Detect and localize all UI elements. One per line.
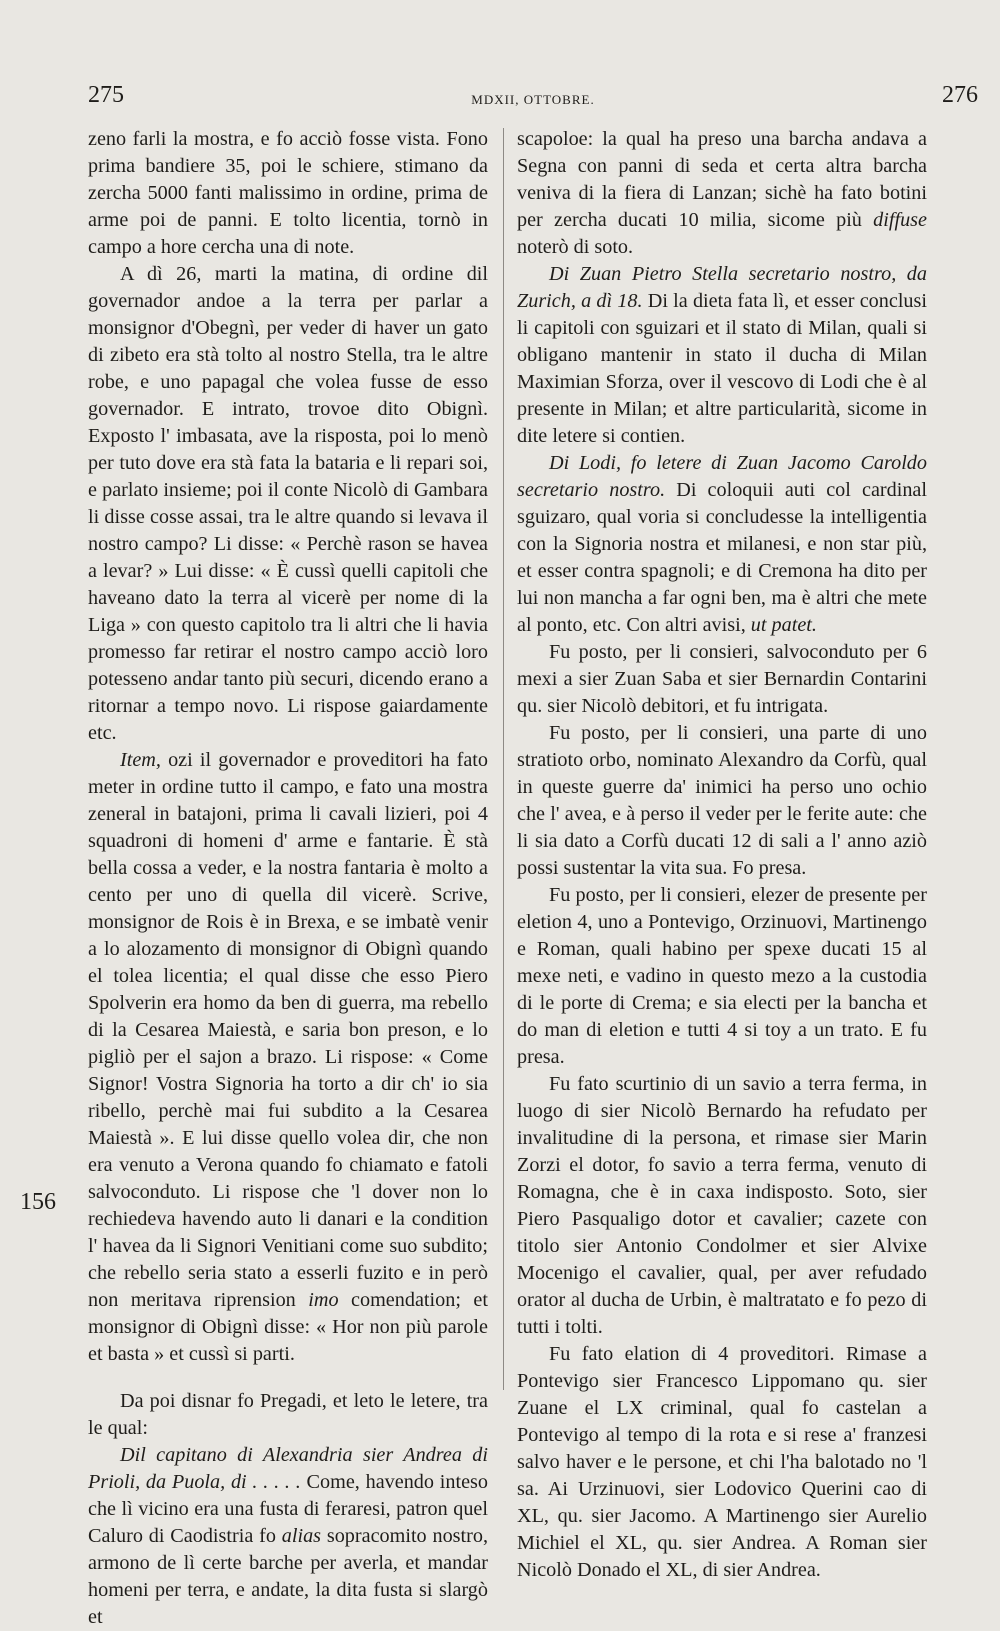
right-paragraph-8: Fu fato elation di 4 proveditori. Rimase a Pontevigo sier Francesco Lippomano qu. sier Zuane el LX criminal, qual fo castelan a Pontevigo al tempo di la rota e si rese a' franzesi salvo haver e le persone, et chi l'ha balotado no 'l sa. Ai Urzinuovi, sier Lodovico Querini cao di XL, qu. sier Jacomo. A Martinengo sier Aurelio Michiel el XL, qu. sier Andrea. A Roman sier Nicolò Donado el XL, di sier Andrea.: [517, 1343, 927, 1581]
left-p5-italic2: alias: [281, 1525, 322, 1547]
right-paragraph-5: Fu posto, per li consieri, una parte di uno stratioto orbo, nominato Alexandro da Corfù, qual in queste guerre da' inimici ha perso uno ochio che l' avea, e à perso il veder per le ferite aute: che li sia dato a Corfù ducati 12 di sali a l' anno aziò possi sustentar la vita sua. Fo presa.: [517, 722, 927, 879]
left-paragraph-4: Da poi disnar fo Pregadi, et leto le letere, tra le qual:: [88, 1390, 488, 1439]
left-p3-italic2: imo: [308, 1289, 339, 1311]
left-paragraph-2: A dì 26, marti la matina, di ordine dil governador andoe a la terra per parlar a monsignor d'Obegnì, per veder di haver un gato di zibeto era stà tolto al nostro Stella, tra le altre robe, e uno papagal che volea fusse de esso governador. E intrato, trovoe dito Obignì. Exposto l' imbasata, ave la risposta, poi lo menò per tuto dove era stà fata la bataria e li repari soi, e parlato insieme; poi il conte Nicolò di Gambara li disse cosse assai, tra le altre quando si levava il nostro campo? Li disse: « Perchè rason se havea a levar? » Lui disse: « È cussì quelli capitoli che haveano dato la terra al vicerè per nome di la Liga » con questo capitolo tra li altri che li havia promesso far retirar el nostro campo acciò loro potesseno andar tanto più securi, dicendo erano a ritornar a tempo novo. Li rispose gaiardamente etc.: [88, 263, 488, 744]
right-p2-text: Di la dieta fata lì, et esser conclusi li capitoli con sguizari et il stato di Milan, quali si obligano mantenir in stato il ducha di Milan Maximian Sforza, over il vescovo di Lodi che è al presente in Milan; et altre particularità, sicome in dite letere si contien.: [517, 290, 927, 447]
left-paragraph-5: [88, 1442, 488, 1631]
right-column: [517, 126, 927, 1584]
left-p3-end: comendation; et monsignor di Obignì disse: « Hor non più parole et basta » et cussì si parti.: [88, 1289, 488, 1365]
column-divider: [503, 128, 504, 1390]
right-p1-text: scapoloe: la qual ha preso una barcha andava a Segna con panni di seda et certa altra barcha veniva di la fiera di Lanzan; sichè ha fato botini per zercha ducati 10 milia, sicome più: [517, 128, 927, 231]
running-head: MDXII, OTTOBRE.: [471, 92, 595, 107]
right-paragraph-3: [517, 450, 927, 639]
left-paragraph-3: [88, 747, 488, 1368]
right-paragraph-1: [517, 126, 927, 261]
right-p3-text: Di coloquii auti col cardinal sguizaro, qual voria si concludesse la intelligentia con la Signoria nostra et milanesi, e non star più, et esser contra spagnoli; e di Cremona ha dito per lui non mancha a far ogni ben, ma è altri che mete al ponto, etc. Con altri avisi,: [517, 479, 927, 636]
right-p1-italic: diffuse: [873, 209, 927, 231]
left-p5-italic: Dil capitano di Alexandria sier Andrea di Prioli, da Puola, di . . . . .: [88, 1444, 488, 1493]
left-p3-italic: Item,: [120, 749, 161, 771]
page-number-left: 275: [88, 82, 124, 108]
page-header: [88, 82, 978, 116]
left-paragraph-1: zeno farli la mostra, e fo acciò fosse vista. Fono prima bandiere 35, poi le schiere, stimano da zercha 5000 fanti malissimo in ordine, prima de arme poi de panni. E tolto licentia, tornò in campo a hore cercha una di note.: [88, 128, 488, 258]
page-number-right: 276: [942, 82, 978, 108]
right-paragraph-2: [517, 261, 927, 450]
left-p5-end: sopracomito nostro, armono de lì certe barche per averla, et mandar homeni per terra, e andate, la dita fusta si slargò et: [88, 1525, 488, 1628]
right-p1-end: noterò di soto.: [517, 236, 634, 258]
left-p5-text: Come, havendo inteso che lì vicino era una fusta di feraresi, patron quel Caluro di Caodistria fo: [88, 1471, 488, 1547]
margin-marker: 156: [20, 1189, 56, 1215]
right-paragraph-4: Fu posto, per li consieri, salvoconduto per 6 mexi a sier Zuan Saba et sier Bernardin Contarini qu. sier Nicolò debitori, et fu intrigata.: [517, 641, 927, 717]
right-p3-italic2: ut patet.: [750, 614, 817, 636]
left-p3-text: ozi il governador e proveditori ha fato meter in ordine tutto il campo, e fato una mostra zeneral in batajoni, prima li cavali lizieri, poi 4 squadroni di homeni d' arme e fantarie. È stà bella cossa a veder, e la nostra fantaria è molto a cento per uno di quella dil vicerè. Scrive, monsignor de Rois è in Brexa, e se imbatè venir a lo alozamento di monsignor di Obignì quando el tolea licentia; el qual disse che esso Piero Spolverin era homo da ben di guerra, ma rebello di la Cesarea Maiestà, e saria bon preson, e lo pigliò per el sajon a brazo. Li rispose: « Come Signor! Vostra Signoria ha torto a dir ch' io sia ribello, perchè mai fui subdito a la Cesarea Maiestà ». E lui disse quello volea dir, che non era venuto a Verona quando fo chiamato e fatoli salvoconduto. Li rispose che 'l dover non lo rechiedeva havendo auto li danari e la condition l' havea da li Signori Venitiani come suo subdito; che rebello seria stato a esserli fuzito e in però non meritava riprension: [88, 749, 488, 1311]
right-paragraph-7: Fu fato scurtinio di un savio a terra ferma, in luogo di sier Nicolò Bernardo ha refudato per invalitudine di la persona, et rimase sier Marin Zorzi el dotor, fo savio a terra ferma, venuto di Romagna, che è in caxa indisposto. Soto, sier Piero Pasqualigo dotor et cavalier; cazete con titolo sier Antonio Condolmer et sier Alvixe Mocenigo el cavalier, qual, per aver refudado orator al ducha de Urbin, è maltratato e fo pezo di tutti i tolti.: [517, 1073, 927, 1338]
left-column: [88, 126, 488, 1631]
right-p2-italic: Di Zuan Pietro Stella secretario nostro, da Zurich, a dì 18.: [517, 263, 927, 312]
right-p3-italic: Di Lodi, fo letere di Zuan Jacomo Caroldo secretario nostro.: [517, 452, 927, 501]
right-paragraph-6: Fu posto, per li consieri, elezer de presente per eletion 4, uno a Pontevigo, Orzinuovi, Martinengo e Roman, quali habino per spexe ducati 15 al mexe neti, e vadino in questo mezo a la custodia di le porte di Crema; e sia electi per la bancha et do man di eletion e tutti 4 si toy a un trato. E fu presa.: [517, 884, 927, 1068]
